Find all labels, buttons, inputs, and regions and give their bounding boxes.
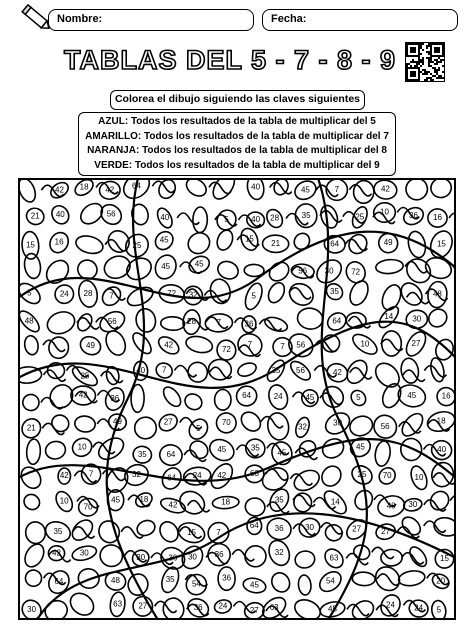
legend-row-yellow: AMARILLO: Todos los resultados de la tabla de multiplicar del 7 — [85, 130, 389, 142]
puzzle-number: 14 — [384, 312, 394, 322]
puzzle-number: 56 — [106, 209, 116, 219]
puzzle-number: 27 — [411, 339, 421, 349]
puzzle-number: 7 — [216, 528, 221, 538]
puzzle-number: 54 — [191, 579, 201, 589]
puzzle-number: 24 — [414, 603, 424, 613]
puzzle-number: 45 — [161, 262, 171, 272]
page-title-text: TABLAS DEL 5 - 7 - 8 - 9 — [63, 45, 397, 75]
puzzle-number: 40 — [160, 213, 170, 223]
puzzle-number: 15 — [440, 553, 449, 563]
puzzle-number: 5 — [224, 215, 229, 225]
puzzle-number: 30 — [187, 552, 197, 562]
puzzle-number: 25 — [80, 371, 90, 381]
puzzle-number: 30 — [305, 522, 314, 532]
puzzle-number: 63 — [113, 599, 123, 609]
name-label: Nombre: — [57, 13, 103, 25]
puzzle-number: 16 — [441, 391, 451, 401]
puzzle-number: 30 — [408, 499, 418, 509]
puzzle-number: 27 — [381, 526, 391, 536]
puzzle-number: 10 — [380, 207, 389, 217]
puzzle-number: 5 — [196, 424, 201, 434]
puzzle-number: 5 — [27, 288, 32, 298]
puzzle-number: 35 — [250, 443, 260, 453]
puzzle-number: 30 — [333, 418, 343, 428]
puzzle-number: 7 — [247, 340, 253, 350]
puzzle-number: 21 — [26, 423, 36, 433]
puzzle-number: 64 — [332, 316, 342, 326]
puzzle-number: 36 — [244, 319, 254, 329]
puzzle-number: 48 — [386, 501, 396, 511]
puzzle-number: 42 — [168, 500, 178, 510]
puzzle-number: 45 — [328, 604, 337, 614]
puzzle-number: 45 — [194, 259, 204, 269]
puzzle-number: 18 — [79, 182, 89, 192]
puzzle-number: 30 — [136, 553, 146, 563]
puzzle-number: 48 — [111, 576, 120, 586]
legend-row-blue: AZUL: Todos los resultados de la tabla de multiplicar del 5 — [98, 116, 376, 127]
legend-row-orange: NARANJA: Todos los resultados de la tabla de multiplicar del 8 — [87, 145, 387, 156]
puzzle-number: 5 — [436, 605, 442, 615]
puzzle-number: 15 — [25, 240, 35, 250]
puzzle-number: 36 — [193, 603, 203, 613]
puzzle-number: 63 — [250, 469, 259, 479]
puzzle-number: 48 — [24, 316, 34, 326]
instruction-box — [110, 90, 365, 110]
puzzle-number: 72 — [167, 289, 177, 299]
puzzle-number: 14 — [330, 497, 340, 507]
puzzle-number: 32 — [188, 290, 198, 300]
puzzle-number: 49 — [113, 417, 122, 427]
puzzle-number: 28 — [187, 317, 197, 327]
puzzle-number: 7 — [334, 184, 340, 194]
puzzle-number: 7 — [280, 342, 285, 352]
puzzle-number: 45 — [217, 445, 227, 455]
puzzle-number: 32 — [298, 422, 307, 432]
puzzle-number: 42 — [217, 471, 227, 481]
puzzle-number: 18 — [139, 495, 149, 505]
puzzle-number: 63 — [329, 553, 339, 563]
puzzle-number: 35 — [271, 365, 281, 375]
puzzle-number: 5 — [356, 393, 361, 403]
date-field[interactable] — [262, 9, 458, 31]
puzzle-number: 42 — [59, 471, 69, 481]
puzzle-number: 28 — [83, 288, 93, 298]
puzzle-number: 56 — [296, 340, 306, 350]
puzzle-number: 35 — [274, 495, 284, 505]
puzzle-number: 45 — [305, 393, 315, 403]
puzzle-number: 21 — [30, 211, 40, 221]
puzzle-number: 24 — [386, 600, 395, 610]
puzzle-number: 42 — [105, 185, 115, 195]
puzzle-number: 64 — [330, 239, 340, 249]
puzzle-number: 27 — [163, 417, 173, 427]
puzzle-number: 30 — [412, 314, 422, 324]
puzzle-number: 30 — [27, 605, 37, 615]
puzzle-number: 40 — [251, 182, 261, 192]
puzzle-number: 36 — [110, 394, 120, 404]
puzzle-number: 15 — [244, 234, 254, 244]
puzzle-number: 40 — [136, 365, 146, 375]
puzzle-number: 36 — [168, 553, 178, 563]
puzzle-number: 36 — [409, 211, 418, 221]
puzzle-number: 72 — [351, 267, 361, 277]
puzzle-number: 25 — [132, 240, 142, 250]
puzzle-number: 10 — [360, 339, 370, 349]
puzzle-number: 35 — [53, 526, 63, 536]
page-title — [60, 40, 400, 80]
puzzle-number: 56 — [298, 266, 308, 276]
puzzle-number: 25 — [355, 212, 365, 222]
puzzle-number: 27 — [138, 601, 148, 611]
puzzle-number: 64 — [54, 577, 64, 587]
puzzle-number: 56 — [296, 365, 305, 375]
puzzle-number: 10 — [59, 496, 69, 506]
puzzle-number: 63 — [269, 603, 279, 613]
puzzle-number: 15 — [436, 239, 446, 249]
puzzle-number: 7 — [109, 291, 114, 301]
puzzle-number: 45 — [250, 580, 259, 590]
puzzle-number: 45 — [407, 391, 417, 401]
puzzle-number: 5 — [251, 291, 256, 301]
legend-row-green: VERDE: Todos los resultados de la tabla de multiplicar del 9 — [94, 159, 380, 171]
puzzle-number: 7 — [161, 365, 167, 375]
name-field[interactable] — [48, 9, 254, 31]
puzzle-number: 42 — [164, 340, 174, 350]
puzzle-number: 18 — [221, 497, 231, 507]
puzzle-number: 24 — [273, 392, 283, 402]
puzzle-number: 35 — [301, 210, 311, 220]
puzzle-number: 42 — [78, 390, 88, 400]
puzzle-number: 16 — [54, 237, 64, 247]
puzzle-number: 42 — [52, 548, 61, 558]
puzzle-number: 24 — [218, 601, 228, 611]
puzzle-number: 7 — [216, 318, 222, 328]
puzzle-number: 18 — [436, 416, 446, 426]
puzzle-number: 40 — [437, 445, 447, 455]
puzzle-number: 24 — [59, 289, 69, 299]
puzzle-number: 10 — [77, 442, 87, 452]
puzzle-number: 48 — [432, 289, 442, 299]
puzzle-number: 70 — [83, 502, 93, 512]
puzzle-number: 49 — [383, 238, 393, 248]
puzzle-number: 42 — [380, 184, 390, 194]
qr-code — [405, 42, 445, 82]
puzzle-number: 27 — [249, 606, 259, 616]
date-label: Fecha: — [271, 13, 307, 25]
puzzle-number: 54 — [325, 576, 335, 586]
puzzle-number: 45 — [300, 185, 310, 195]
puzzle-number: 45 — [159, 235, 169, 245]
puzzle-number: 20 — [436, 576, 446, 586]
puzzle-number: 45 — [111, 495, 121, 505]
puzzle-number: 28 — [270, 213, 280, 223]
puzzle-number: 7 — [88, 469, 94, 479]
puzzle-number: 70 — [382, 471, 392, 481]
puzzle-number: 30 — [79, 548, 89, 558]
puzzle-number: 40 — [55, 209, 65, 219]
instruction-text: Colorea el dibujo siguiendo las claves siguientes — [114, 93, 361, 105]
puzzle-number: 21 — [271, 238, 281, 248]
puzzle-number: 42 — [55, 185, 64, 195]
puzzle-number: 32 — [132, 470, 141, 480]
puzzle-number: 27 — [352, 524, 362, 534]
puzzle-number: 70 — [221, 418, 231, 428]
puzzle-number: 42 — [332, 367, 342, 377]
puzzle-number: 49 — [86, 340, 95, 350]
puzzle-number: 10 — [414, 472, 424, 482]
puzzle-number: 15 — [187, 527, 196, 537]
puzzle-number: 35 — [165, 574, 175, 584]
puzzle-number: 36 — [214, 549, 224, 559]
puzzle-number: 36 — [274, 524, 284, 534]
puzzle-number: 56 — [380, 421, 390, 431]
puzzle-number: 32 — [274, 548, 284, 558]
puzzle-number: 35 — [330, 286, 339, 296]
puzzle-number: 16 — [433, 213, 442, 223]
puzzle-number: 72 — [221, 345, 231, 355]
puzzle-number: 36 — [222, 573, 232, 583]
puzzle-number: 45 — [277, 448, 287, 458]
puzzle-number: 40 — [251, 215, 261, 225]
puzzle-number: 56 — [107, 316, 117, 326]
puzzle-number: 35 — [137, 449, 147, 459]
puzzle-number: 64 — [249, 521, 259, 531]
puzzle-number: 64 — [242, 391, 252, 401]
color-by-number-puzzle — [18, 178, 456, 620]
color-legend — [78, 112, 396, 176]
puzzle-number: 64 — [167, 473, 177, 483]
puzzle-number: 25 — [357, 470, 367, 480]
puzzle-number: 30 — [324, 266, 334, 276]
puzzle-number: 45 — [355, 442, 365, 452]
puzzle-number: 64 — [166, 450, 176, 460]
puzzle-number: 64 — [132, 181, 141, 191]
puzzle-number: 24 — [192, 471, 202, 481]
